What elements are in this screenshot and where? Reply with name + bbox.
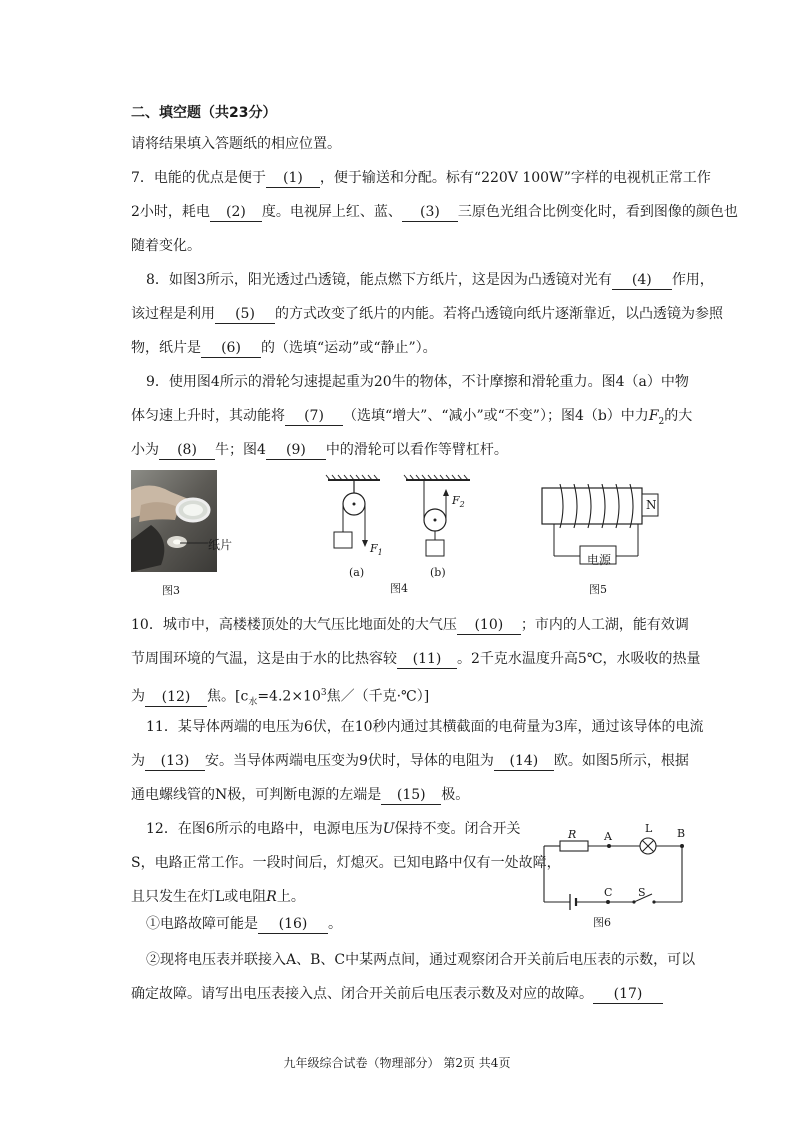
figure-3-caption: 图3 <box>162 584 180 597</box>
q10-line3 <box>131 684 429 711</box>
q7-text: 7．电能的优点是便于 <box>131 170 266 186</box>
point-a-label: A <box>604 830 612 843</box>
point-c-label: C <box>604 886 613 899</box>
answer-blank-10: (10) <box>457 616 521 635</box>
lens-photo-icon <box>131 470 217 572</box>
force-subscript: 2 <box>658 416 665 427</box>
q10-text: 焦／（千克·℃）] <box>326 688 430 705</box>
figure-5-caption: 图5 <box>589 583 607 596</box>
answer-blank-7: (7) <box>285 407 343 426</box>
answer-blank-8: (8) <box>159 441 215 460</box>
q8-line3 <box>131 339 437 358</box>
force-label-f2: $F_2$ <box>452 494 465 510</box>
answer-blank-3: (3) <box>402 203 458 222</box>
q7-text: ，便于输送和分配。标有“220V 100W”字样的电视机正常工作 <box>319 170 711 186</box>
q12-text: 确定故障。请写出电压表接入点、闭合开关前后电压表示数及对应的故障。 <box>131 986 593 1002</box>
section-instruction: 请将结果填入答题纸的相应位置。 <box>131 136 341 152</box>
q8-text: 作用， <box>671 272 714 288</box>
figure-6-circuit <box>540 832 690 912</box>
answer-blank-11: (11) <box>397 650 457 669</box>
q11-line1: 11．某导体两端的电压为6伏，在10秒内通过其横截面的电荷量为3库，通过该导体的电流 <box>146 719 704 735</box>
answer-blank-16: (16) <box>258 915 328 934</box>
q9-text: 中的滑轮可以看作等臂杠杆。 <box>325 442 508 458</box>
q12-text: 保持不变。闭合开关 <box>394 821 521 837</box>
q11-text: 欧。如图5所示，根据 <box>553 753 689 769</box>
q10-text: 节周围环境的气温，这是由于水的比热容较 <box>131 651 397 667</box>
switch-label: S <box>638 886 646 899</box>
q10-line2 <box>131 650 700 669</box>
force-label-f1: $F_1$ <box>370 542 383 558</box>
north-pole-label: N <box>646 498 657 512</box>
lamp-label: L <box>645 822 653 835</box>
q9-text: 体匀速上升时，其动能将 <box>131 408 285 424</box>
q10-text: =4.2×10 <box>257 688 321 705</box>
q7-text: 2小时，耗电 <box>131 204 210 220</box>
q7-text: 三原色光组合比例变化时，看到图像的颜色也 <box>457 204 738 220</box>
q11-line2 <box>131 752 689 771</box>
q7-line2 <box>131 203 738 222</box>
q10-line1 <box>131 616 689 635</box>
q11-text: 为 <box>131 753 145 769</box>
resistor-symbol: R <box>266 889 277 905</box>
q7-line1 <box>131 169 711 188</box>
q9-text: 牛；图4 <box>215 442 266 458</box>
q9-text: （选填“增大”、“减小”或“不变”）；图4（b）中力 <box>343 408 649 424</box>
q10-text: ；市内的人工湖，能有效调 <box>520 617 689 633</box>
q12-line6 <box>131 985 663 1004</box>
voltage-symbol: U <box>382 821 395 837</box>
answer-blank-1: (1) <box>266 169 320 188</box>
answer-blank-6: (6) <box>201 339 261 358</box>
q10-text: 为 <box>131 688 145 705</box>
q11-text: 极。 <box>441 787 470 803</box>
q12-text: 且只发生在灯L或电阻 <box>131 889 267 905</box>
q12-text: ①电路故障可能是 <box>146 916 258 932</box>
figure-4b-label: (b) <box>430 566 446 579</box>
answer-blank-12: (12) <box>145 688 207 707</box>
q8-text: 该过程是利用 <box>131 306 215 322</box>
q11-text: 安。当导体两端电压变为9伏时，导体的电阻为 <box>205 753 494 769</box>
answer-blank-5: (5) <box>215 305 275 324</box>
figure-3-photo <box>131 470 217 572</box>
q8-text: 物，纸片是 <box>131 340 201 356</box>
section-title: 二、填空题（共23分） <box>131 105 277 121</box>
q11-line3 <box>131 786 469 805</box>
q12-text: 12．在图6所示的电路中，电源电压为 <box>146 821 383 837</box>
q12-text: 。 <box>328 916 342 932</box>
resistor-label: R <box>568 828 577 841</box>
q8-line1 <box>146 271 714 290</box>
q10-text: 。2千克水温度升高5℃，水吸收的热量 <box>457 651 701 667</box>
q7-text: 度。电视屏上红、蓝、 <box>261 204 402 220</box>
q8-text: 的（选填“运动”或“静止”）。 <box>261 340 437 356</box>
q9-line2 <box>131 407 692 431</box>
force-symbol: F <box>648 408 659 424</box>
power-source-label: 电源 <box>587 553 612 567</box>
q7-line3: 随着变化。 <box>131 238 201 254</box>
q12-line2: S，电路正常工作。一段时间后，灯熄灭。已知电路中仅有一处故障， <box>131 855 561 871</box>
answer-blank-17: (17) <box>593 985 663 1004</box>
q9-text: 小为 <box>131 442 159 458</box>
figure-4-caption: 图4 <box>390 582 408 595</box>
exponent: 3 <box>320 688 327 698</box>
q8-line2 <box>131 305 723 324</box>
figure-4a-label: (a) <box>349 566 365 579</box>
figure-4-pulleys <box>320 474 480 584</box>
q12-line3 <box>131 888 305 906</box>
answer-blank-9: (9) <box>266 441 326 460</box>
answer-blank-15: (15) <box>381 786 441 805</box>
q12-line5: ②现将电压表并联接入A、B、C中某两点间，通过观察闭合开关前后电压表的示数，可以 <box>146 952 696 968</box>
paper-label: 纸片 <box>208 538 233 552</box>
q9-text: 的大 <box>664 408 693 424</box>
water-subscript: 水 <box>248 697 258 708</box>
q12-text: 上。 <box>276 889 305 905</box>
figure-6-caption: 图6 <box>593 916 611 929</box>
q9-line3 <box>131 441 508 460</box>
q12-line1 <box>146 820 521 838</box>
q8-text: 的方式改变了纸片的内能。若将凸透镜向纸片逐渐靠近，以凸透镜为参照 <box>275 306 723 322</box>
q10-text: 焦。[c <box>207 688 249 705</box>
answer-blank-2: (2) <box>210 203 262 222</box>
q9-line1: 9．使用图4所示的滑轮匀速提起重为20牛的物体，不计摩擦和滑轮重力。图4（a）中物 <box>146 374 689 390</box>
q10-text: 10．城市中，高楼楼顶处的大气压比地面处的大气压 <box>131 617 457 633</box>
q12-line4 <box>146 915 342 934</box>
answer-blank-4: (4) <box>612 271 672 290</box>
page-footer: 九年级综合试卷（物理部分） 第2页 共4页 <box>283 1056 511 1070</box>
q8-text: 8．如图3所示，阳光透过凸透镜，能点燃下方纸片，这是因为凸透镜对光有 <box>146 272 612 288</box>
answer-blank-13: (13) <box>145 752 205 771</box>
q11-text: 通电螺线管的N极，可判断电源的左端是 <box>131 787 382 803</box>
point-b-label: B <box>677 827 686 840</box>
answer-blank-14: (14) <box>494 752 554 771</box>
leader-line <box>180 538 210 548</box>
